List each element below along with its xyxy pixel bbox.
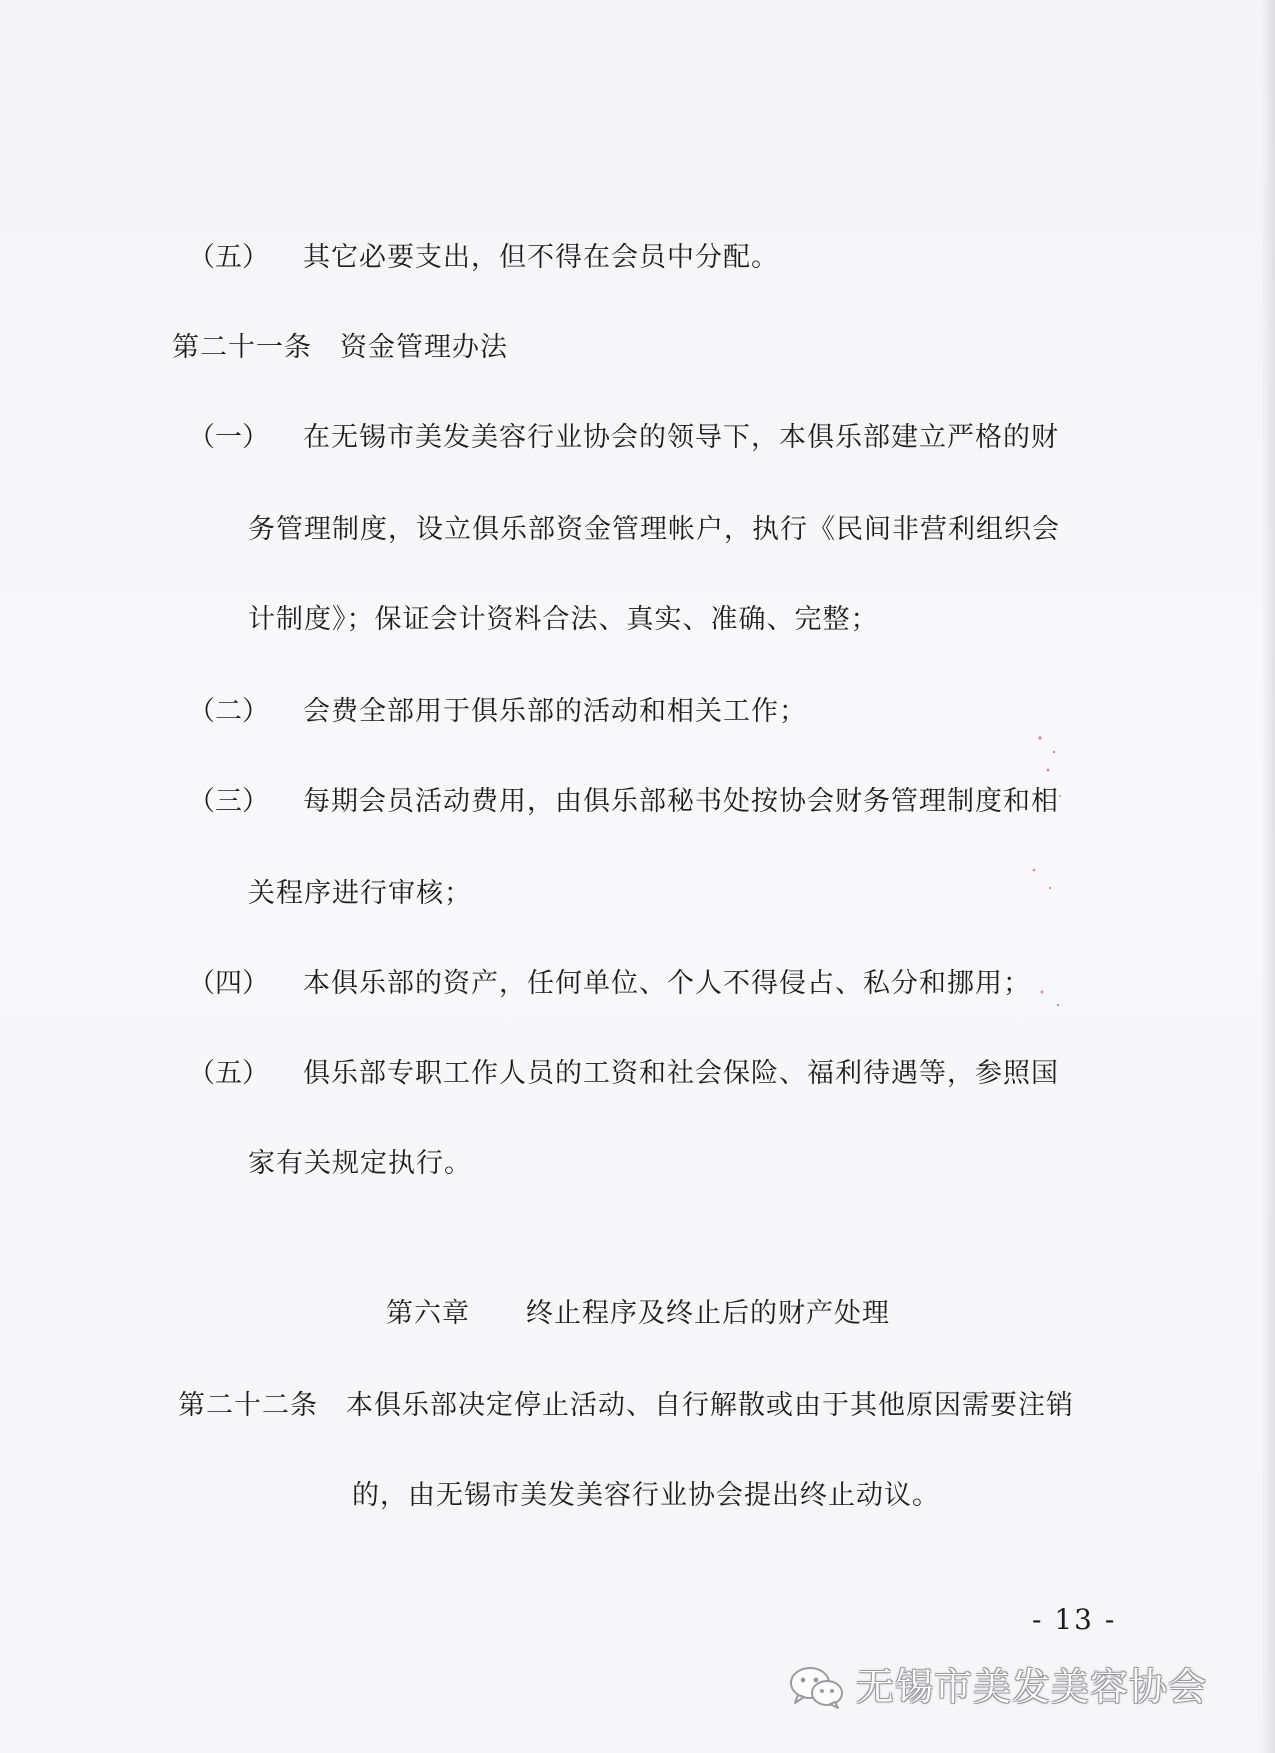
item-text: 每期会员活动费用，由俱乐部秘书处按协会财务管理制度和相 bbox=[303, 786, 1059, 817]
item-text: 在无锡市美发美容行业协会的领导下，本俱乐部建立严格的财 bbox=[303, 422, 1059, 453]
item-label: （五） bbox=[188, 1058, 269, 1089]
item-text: 俱乐部专职工作人员的工资和社会保险、福利待遇等，参照国 bbox=[303, 1058, 1059, 1089]
item-label: （三） bbox=[188, 786, 269, 817]
item-label: （五） bbox=[188, 242, 269, 273]
article-heading: 第二十二条 本俱乐部决定停止活动、自行解散或由于其他原因需要注销 bbox=[178, 1390, 1074, 1421]
item-text-continued: 关程序进行审核； bbox=[248, 878, 472, 909]
item-text: 本俱乐部的资产，任何单位、个人不得侵占、私分和挪用； bbox=[303, 968, 1031, 999]
watermark-text: 无锡市美发美容协会 bbox=[856, 1665, 1208, 1709]
item-text-continued: 计制度》；保证会计资料合法、真实、准确、完整； bbox=[248, 604, 879, 635]
item-label: （二） bbox=[188, 696, 269, 727]
page-edge-shadow bbox=[1261, 0, 1275, 1753]
item-text-continued: 务管理制度，设立俱乐部资金管理帐户，执行《民间非营利组织会 bbox=[248, 514, 1060, 545]
wechat-icon bbox=[788, 1665, 846, 1709]
wechat-watermark bbox=[788, 1662, 1207, 1712]
item-label: （四） bbox=[188, 968, 269, 999]
item-text-continued: 的，由无锡市美发美容行业协会提出终止动议。 bbox=[352, 1480, 940, 1511]
article-heading: 第二十一条 资金管理办法 bbox=[172, 332, 508, 363]
page-number: - 13 - bbox=[1032, 1603, 1117, 1636]
stamp-bleed-marks bbox=[1020, 700, 1080, 1020]
item-label: （一） bbox=[188, 422, 269, 453]
item-text-continued: 家有关规定执行。 bbox=[248, 1148, 472, 1179]
item-text: 其它必要支出，但不得在会员中分配。 bbox=[303, 242, 779, 273]
chapter-heading: 第六章 终止程序及终止后的财产处理 bbox=[386, 1298, 890, 1329]
item-text: 会费全部用于俱乐部的活动和相关工作； bbox=[303, 696, 807, 727]
